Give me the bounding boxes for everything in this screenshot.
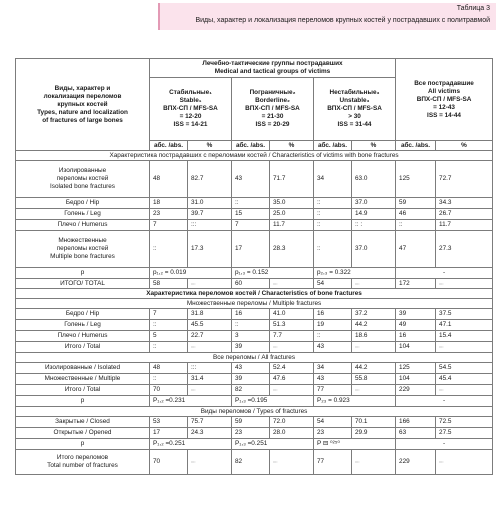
cell: 17 — [150, 428, 188, 439]
cell: 7.7 — [270, 331, 314, 342]
cell: 71.7 — [270, 161, 314, 198]
table-row — [16, 309, 493, 320]
cell: 58 — [150, 279, 188, 289]
section-title: Все переломы / All fractures — [16, 353, 493, 363]
cell: 7 — [150, 220, 188, 231]
header-pct: % — [270, 141, 314, 151]
table-number: Таблица 3 — [456, 5, 490, 12]
p-value: - — [396, 439, 493, 450]
p-value: P ⊟ ⁰²⁵⁰ — [314, 439, 396, 450]
cell: :::: — [352, 342, 396, 353]
row-label: ИТОГО/ TOTAL — [16, 279, 150, 289]
cell: :: — [150, 231, 188, 268]
cell: 11.7 — [436, 220, 493, 231]
row-label: Плечо / Humerus — [16, 331, 150, 342]
cell: 59 — [396, 198, 436, 209]
cell: 35.0 — [270, 198, 314, 209]
row-label: Изолированные переломы костей Isolated bone fractures — [16, 161, 150, 198]
section-title: Характеристика пострадавших с переломами костей / Characteristics of victims with bone fractures — [16, 151, 493, 161]
cell: :: — [396, 220, 436, 231]
table-row — [16, 331, 493, 342]
p-value: p₁,₃ = 0.152 — [232, 268, 314, 279]
table-row — [16, 450, 493, 475]
table-title: Виды, характер и локализация переломов крупных костей у пострадавших с политравмой — [195, 17, 490, 24]
cell: 172 — [396, 279, 436, 289]
cell: 77 — [314, 450, 352, 475]
table-row — [16, 231, 493, 268]
cell: 17 — [232, 231, 270, 268]
cell: 28.3 — [270, 231, 314, 268]
cell: :: — [150, 342, 188, 353]
cell: :: — [314, 209, 352, 220]
p-value: P₁,₃ =0.195 — [232, 396, 314, 407]
cell: 14.9 — [352, 209, 396, 220]
cell: 34 — [314, 363, 352, 374]
header-all-victims: Все пострадавшие All victims ВПХ-СП / MFS-SA = 12-43 ISS = 14-44 — [396, 59, 493, 141]
cell: 59 — [232, 417, 270, 428]
cell: 24.3 — [188, 428, 232, 439]
cell: 82 — [232, 450, 270, 475]
row-label: p — [16, 396, 150, 407]
table-row — [16, 439, 493, 450]
row-label: Изолированные / Isolated — [16, 363, 150, 374]
table-row — [16, 161, 493, 198]
cell: 229 — [396, 450, 436, 475]
cell: 63.0 — [352, 161, 396, 198]
cell: 28.0 — [270, 428, 314, 439]
row-label: Итого переломов Total number of fractures — [16, 450, 150, 475]
header-group-unstable: Нестабильные₃ Unstable₃ ВПХ-СП / MFS-SA > 30 ISS = 31-44 — [314, 78, 396, 141]
header-abs: абс. /abs. — [232, 141, 270, 151]
cell: 22.7 — [188, 331, 232, 342]
cell: 72.7 — [436, 161, 493, 198]
cell: 18.6 — [352, 331, 396, 342]
table-row — [16, 198, 493, 209]
cell: 7 — [150, 309, 188, 320]
cell: 125 — [396, 161, 436, 198]
header-group-borderline: Пограничные₂ Borderline₂ ВПХ-СП / MFS-SA = 21-30 ISS = 20-29 — [232, 78, 314, 141]
cell: 54 — [314, 279, 352, 289]
cell: 45.5 — [188, 320, 232, 331]
cell: 29.9 — [352, 428, 396, 439]
cell: 25.0 — [270, 209, 314, 220]
cell: :::: — [436, 342, 493, 353]
cell: :::: — [352, 279, 396, 289]
row-label: p — [16, 439, 150, 450]
cell: 82 — [232, 385, 270, 396]
p-value: P₁,₂ =0.231 — [150, 396, 232, 407]
cell: 43 — [232, 363, 270, 374]
cell: 63 — [396, 428, 436, 439]
cell: :::: — [270, 342, 314, 353]
row-label: Закрытые / Closed — [16, 417, 150, 428]
cell: 104 — [396, 342, 436, 353]
cell: 18 — [150, 198, 188, 209]
cell: 48 — [150, 363, 188, 374]
cell: 60 — [232, 279, 270, 289]
cell: :::: — [270, 450, 314, 475]
cell: 75.7 — [188, 417, 232, 428]
header-col1: Виды, характер и локализация переломов крупных костей Types, nature and localization of fractures of large bones — [16, 59, 150, 151]
cell: :::: — [352, 385, 396, 396]
cell: :: — [232, 198, 270, 209]
table-row — [16, 279, 493, 289]
cell: 15.4 — [436, 331, 493, 342]
cell: 48 — [150, 161, 188, 198]
cell: 70 — [150, 385, 188, 396]
cell: :::: — [188, 342, 232, 353]
header-pct: % — [436, 141, 493, 151]
cell: 70 — [150, 450, 188, 475]
cell: 37.2 — [352, 309, 396, 320]
row-label: Бедро / Hip — [16, 309, 150, 320]
cell: 43 — [232, 161, 270, 198]
header-abs: абс. /abs. — [314, 141, 352, 151]
section-title: Характеристика переломов костей / Characteristics of bone fractures — [16, 289, 493, 299]
cell: 39 — [232, 374, 270, 385]
table-row — [16, 268, 493, 279]
cell: :::: — [436, 450, 493, 475]
row-label: Голень / Leg — [16, 320, 150, 331]
row-label: Плечо / Humerus — [16, 220, 150, 231]
section-title: Виды переломов / Types of fractures — [16, 407, 493, 417]
cell: 16 — [232, 309, 270, 320]
cell: 51.3 — [270, 320, 314, 331]
cell: 37.5 — [436, 309, 493, 320]
header-group-stable: Стабильные₁ Stable₁ ВПХ-СП / MFS-SA = 12-20 ISS = 14-21 — [150, 78, 232, 141]
table-row — [16, 385, 493, 396]
cell: :: — [314, 231, 352, 268]
cell: :::: — [436, 385, 493, 396]
row-label: Открытые / Opened — [16, 428, 150, 439]
cell: 27.3 — [436, 231, 493, 268]
cell: :::: — [270, 385, 314, 396]
cell: 70.1 — [352, 417, 396, 428]
table-row — [16, 342, 493, 353]
cell: :::: — [188, 450, 232, 475]
p-value: P₁,₃ =0.251 — [232, 439, 314, 450]
cell: 82.7 — [188, 161, 232, 198]
header-pct: % — [352, 141, 396, 151]
table-row — [16, 220, 493, 231]
cell: 229 — [396, 385, 436, 396]
cell: 37.0 — [352, 231, 396, 268]
cell: 31.8 — [188, 309, 232, 320]
p-value: P₂₃ = 0.923 — [314, 396, 396, 407]
table-row — [16, 209, 493, 220]
row-label: Голень / Leg — [16, 209, 150, 220]
table-row — [16, 320, 493, 331]
header-groups: Лечебно-тактические группы пострадавших Medical and tactical groups of victims — [150, 59, 396, 78]
cell: 34 — [314, 161, 352, 198]
cell: 72.5 — [436, 417, 493, 428]
cell: 47.6 — [270, 374, 314, 385]
cell: 47.1 — [436, 320, 493, 331]
cell: 72.0 — [270, 417, 314, 428]
cell: 34.3 — [436, 198, 493, 209]
row-label: Итого / Total — [16, 385, 150, 396]
cell: :::: — [352, 450, 396, 475]
cell: ::: — [188, 220, 232, 231]
row-label: Итого / Total — [16, 342, 150, 353]
cell: :::: — [436, 279, 493, 289]
cell: 43 — [314, 374, 352, 385]
cell: 39.7 — [188, 209, 232, 220]
cell: 23 — [314, 428, 352, 439]
cell: 19 — [314, 320, 352, 331]
cell: :: — [314, 198, 352, 209]
cell: 47 — [396, 231, 436, 268]
cell: :: — [314, 331, 352, 342]
p-value: p₂,₃ = 0.322 — [314, 268, 396, 279]
cell: 104 — [396, 374, 436, 385]
cell: :: — [232, 320, 270, 331]
header-abs: абс. /abs. — [150, 141, 188, 151]
table-row — [16, 417, 493, 428]
header-pct: % — [188, 141, 232, 151]
cell: 39 — [232, 342, 270, 353]
cell: 23 — [232, 428, 270, 439]
fractures-table — [15, 58, 493, 475]
cell: :::: — [270, 279, 314, 289]
p-value: - — [396, 268, 493, 279]
cell: 55.8 — [352, 374, 396, 385]
table-row — [16, 428, 493, 439]
cell: 27.5 — [436, 428, 493, 439]
cell: 16 — [314, 309, 352, 320]
cell: 46 — [396, 209, 436, 220]
table-row — [16, 374, 493, 385]
cell: 37.0 — [352, 198, 396, 209]
cell: 23 — [150, 209, 188, 220]
cell: ::: — [188, 363, 232, 374]
table-caption — [158, 3, 496, 30]
cell: 15 — [232, 209, 270, 220]
cell: 53 — [150, 417, 188, 428]
row-label: Множественные переломы костей Multiple bone fractures — [16, 231, 150, 268]
cell: 17.3 — [188, 231, 232, 268]
cell: 7 — [232, 220, 270, 231]
section-title: Множественные переломы / Multiple fractures — [16, 299, 493, 309]
cell: :: — [314, 220, 352, 231]
cell: :: — [150, 320, 188, 331]
cell: 45.4 — [436, 374, 493, 385]
cell: 5 — [150, 331, 188, 342]
cell: 3 — [232, 331, 270, 342]
cell: 166 — [396, 417, 436, 428]
cell: :::: — [188, 279, 232, 289]
p-value: p₁,₂ = 0.019 — [150, 268, 232, 279]
p-value: - — [396, 396, 493, 407]
cell: 31.4 — [188, 374, 232, 385]
row-label: Бедро / Hip — [16, 198, 150, 209]
cell: 43 — [314, 342, 352, 353]
cell: 39 — [396, 309, 436, 320]
table-row — [16, 363, 493, 374]
cell: 54.5 — [436, 363, 493, 374]
cell: 41.0 — [270, 309, 314, 320]
row-label: p — [16, 268, 150, 279]
cell: 77 — [314, 385, 352, 396]
header-abs: абс. /abs. — [396, 141, 436, 151]
cell: 44.2 — [352, 320, 396, 331]
cell: :: : — [352, 220, 396, 231]
cell: 49 — [396, 320, 436, 331]
cell: 52.4 — [270, 363, 314, 374]
cell: 16 — [396, 331, 436, 342]
p-value: P₁,₂ =0.251 — [150, 439, 232, 450]
row-label: Множественные / Multiple — [16, 374, 150, 385]
cell: 26.7 — [436, 209, 493, 220]
cell: 54 — [314, 417, 352, 428]
cell: :: — [150, 374, 188, 385]
cell: 125 — [396, 363, 436, 374]
cell: 31.0 — [188, 198, 232, 209]
cell: 11.7 — [270, 220, 314, 231]
table-row — [16, 396, 493, 407]
cell: 44.2 — [352, 363, 396, 374]
cell: :::: — [188, 385, 232, 396]
